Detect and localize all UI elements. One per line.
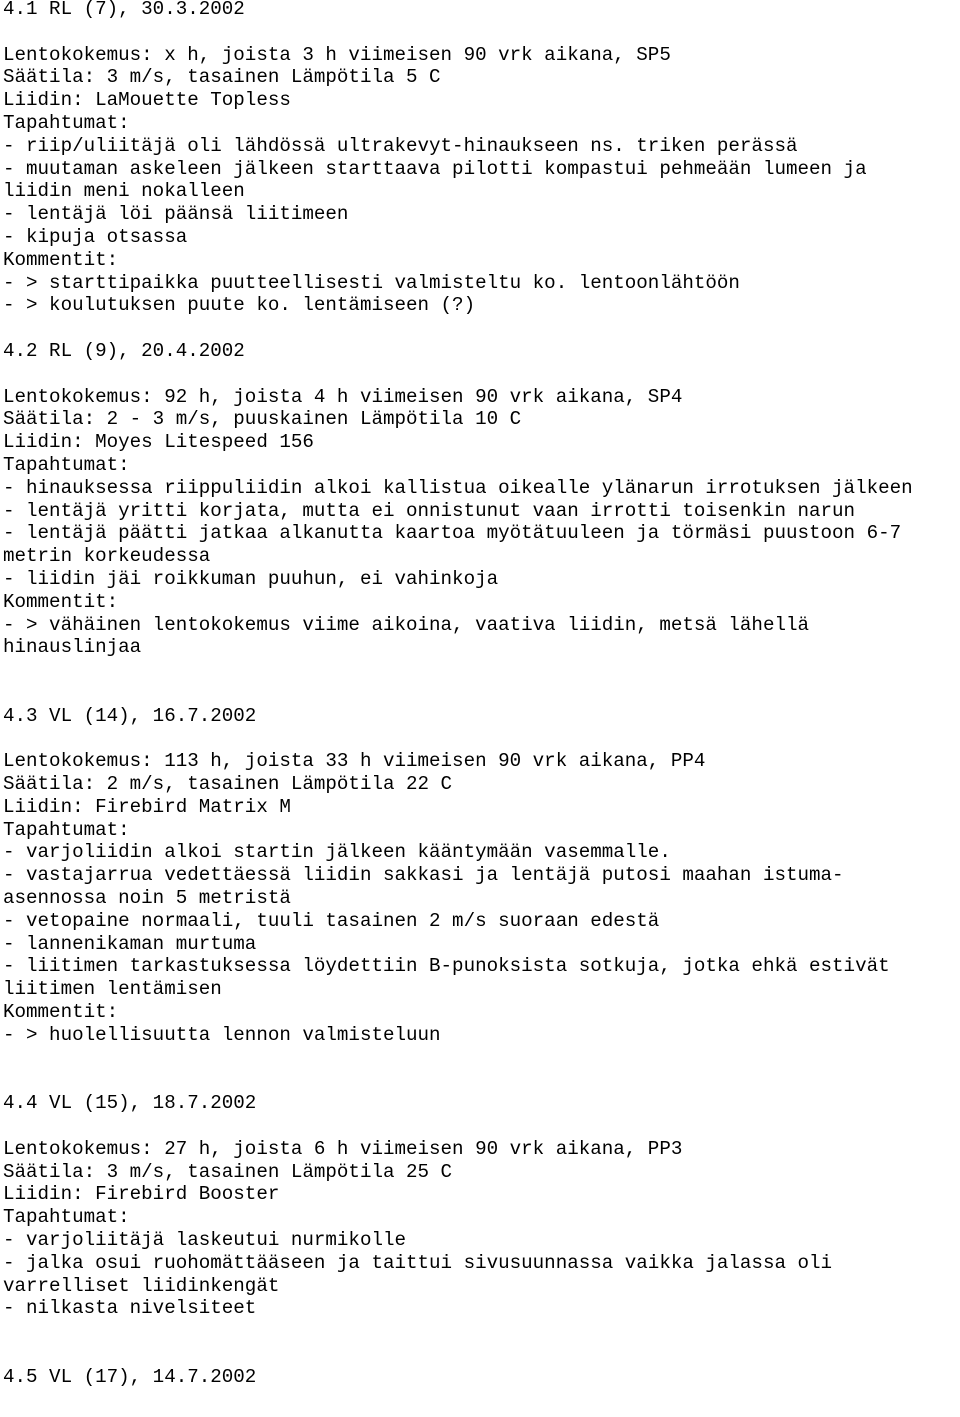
spacer [3, 1047, 960, 1070]
spacer [3, 728, 960, 751]
comment-line: - > vähäinen lentokokemus viime aikoina, vaativa liidin, metsä lähellä [3, 613, 810, 636]
weather-line: Säätila: 3 m/s, tasainen Lämpötila 5 C [3, 66, 441, 89]
events-label: Tapahtumat: [3, 111, 130, 134]
flight-experience-line: Lentokokemus: x h, joista 3 h viimeisen 90 vrk aikana, SP5 [3, 43, 671, 66]
event-line: varrelliset liidinkengät [3, 1274, 280, 1297]
section-heading: 4.2 RL (9), 20.4.2002 [3, 339, 245, 362]
event-line: liidin meni nokalleen [3, 180, 245, 203]
event-line: - varjoliidin alkoi startin jälkeen kääntymään vasemmalle. [3, 841, 671, 864]
event-line: - hinauksessa riippuliidin alkoi kallistua oikealle ylänarun irrotuksen jälkeen [3, 476, 913, 499]
event-line: - lentäjä löi päänsä liitimeen [3, 203, 349, 226]
spacer [3, 317, 960, 340]
section-heading: 4.5 VL (17), 14.7.2002 [3, 1365, 257, 1388]
event-line: - muutaman askeleen jälkeen starttaava pilotti kompastui pehmeään lumeen ja [3, 157, 867, 180]
event-line: - nilkasta nivelsiteet [3, 1297, 257, 1320]
event-line: - lentäjä yritti korjata, mutta ei onnistunut vaan irrotti toisenkin narun [3, 499, 856, 522]
weather-line: Säätila: 2 m/s, tasainen Lämpötila 22 C [3, 773, 453, 796]
event-line: - jalka osui ruohomättääseen ja taittui sivusuunnassa vaikka jalassa oli [3, 1251, 833, 1274]
accident-report-document [3, 0, 960, 1389]
comments-label: Kommentit: [3, 590, 119, 613]
glider-line: Liidin: Firebird Booster [3, 1183, 280, 1206]
event-line: - lentäjä päätti jatkaa alkanutta kaartoa myötätuuleen ja törmäsi puustoon 6-7 [3, 522, 902, 545]
flight-experience-line: Lentokokemus: 92 h, joista 4 h viimeisen 90 vrk aikana, SP4 [3, 385, 683, 408]
section-heading: 4.4 VL (15), 18.7.2002 [3, 1092, 257, 1115]
section-heading: 4.1 RL (7), 30.3.2002 [3, 0, 245, 20]
glider-line: Liidin: LaMouette Topless [3, 89, 291, 112]
comments-label: Kommentit: [3, 248, 119, 271]
events-label: Tapahtumat: [3, 1206, 130, 1229]
comment-line: - > koulutuksen puute ko. lentämiseen (?) [3, 294, 476, 317]
comments-label: Kommentit: [3, 1001, 119, 1024]
weather-line: Säätila: 2 - 3 m/s, puuskainen Lämpötila 10 C [3, 408, 522, 431]
spacer [3, 1343, 960, 1366]
glider-line: Liidin: Moyes Litespeed 156 [3, 431, 314, 454]
event-line: - liitimen tarkastuksessa löydettiin B-punoksista sotkuja, jotka ehkä estivät [3, 955, 890, 978]
spacer [3, 21, 960, 44]
spacer [3, 1069, 960, 1092]
comment-line: hinauslinjaa [3, 636, 142, 659]
event-line: - riip/uliitäjä oli lähdössä ultrakevyt-hinaukseen ns. triken perässä [3, 134, 798, 157]
flight-experience-line: Lentokokemus: 27 h, joista 6 h viimeisen 90 vrk aikana, PP3 [3, 1137, 683, 1160]
spacer [3, 659, 960, 682]
flight-experience-line: Lentokokemus: 113 h, joista 33 h viimeisen 90 vrk aikana, PP4 [3, 750, 706, 773]
events-label: Tapahtumat: [3, 818, 130, 841]
spacer [3, 1320, 960, 1343]
section-heading: 4.3 VL (14), 16.7.2002 [3, 704, 257, 727]
event-line: - varjoliitäjä laskeutui nurmikolle [3, 1229, 407, 1252]
event-line: - vastajarrua vedettäessä liidin sakkasi ja lentäjä putosi maahan istuma- [3, 864, 844, 887]
comment-line: - > starttipaikka puutteellisesti valmisteltu ko. lentoonlähtöön [3, 271, 740, 294]
event-line: - liidin jäi roikkuman puuhun, ei vahinkoja [3, 567, 499, 590]
event-line: asennossa noin 5 metristä [3, 887, 291, 910]
spacer [3, 1115, 960, 1138]
comment-line: - > huolellisuutta lennon valmisteluun [3, 1023, 441, 1046]
spacer [3, 363, 960, 386]
event-line: metrin korkeudessa [3, 545, 211, 568]
event-line: - lannenikaman murtuma [3, 932, 257, 955]
spacer [3, 682, 960, 705]
event-line: - vetopaine normaali, tuuli tasainen 2 m/s suoraan edestä [3, 909, 660, 932]
glider-line: Liidin: Firebird Matrix M [3, 795, 291, 818]
event-line: - kipuja otsassa [3, 225, 188, 248]
events-label: Tapahtumat: [3, 453, 130, 476]
event-line: liitimen lentämisen [3, 978, 222, 1001]
weather-line: Säätila: 3 m/s, tasainen Lämpötila 25 C [3, 1160, 453, 1183]
